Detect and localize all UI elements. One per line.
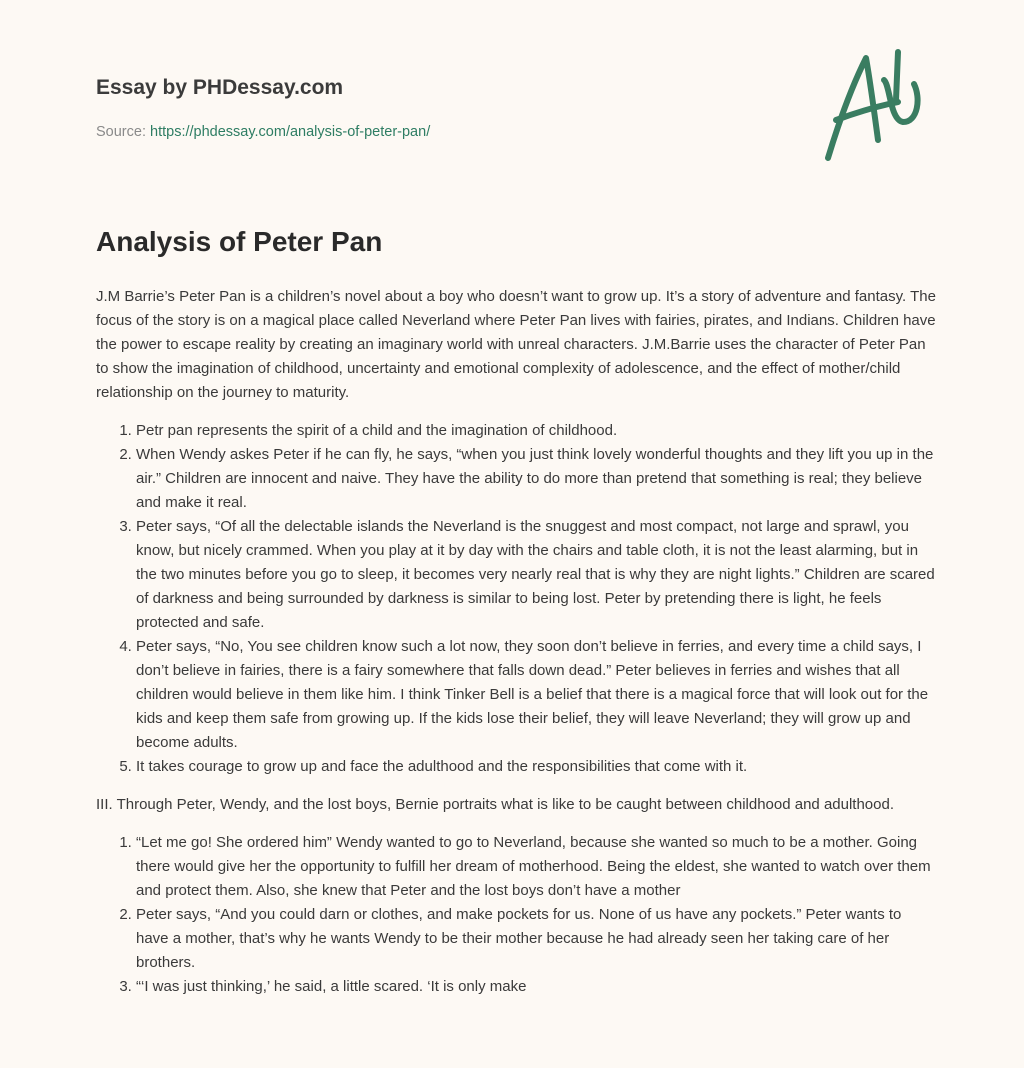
site-brand: Essay by PHDessay.com (96, 76, 344, 99)
points-list-2 (96, 831, 936, 999)
list-item: 4. Peter says, “No, You see children know such a lot now, they soon don’t believe in ferries, and every time a child says, I don’t believe in fairies, there is a fairy somewhere that falls down dead.” Peter believes in ferries and wishes that all children would believe in them like him. I think Tinker Bell is a belief that there is a magical force that will look out for the kids and keep them safe from growing up. If the kids lose their belief, they will leave Neverland; they will grow up and become adults. (136, 635, 936, 755)
list-item: 1. “Let me go! She ordered him” Wendy wanted to go to Neverland, because she wanted so much to be a mother. Going there would give her the opportunity to fulfill her dream of motherhood. Being the eldest, she wanted to watch over them and protect them. Also, she knew that Peter and the lost boys don’t have a mother (136, 831, 936, 903)
a-plus-logo-icon (818, 40, 928, 165)
list-item: 3. Peter says, “Of all the delectable islands the Neverland is the snuggest and most compact, not large and sprawl, you know, but nicely crammed. When you play at it by day with the chairs and table cloth, it is not the least alarming, but in the two minutes before you go to sleep, it becomes very nearly real that is why they are night lights.” Children are scared of darkness and being surrounded by darkness is similar to being lost. Peter by pretending there is light, he feels protected and safe. (136, 515, 936, 635)
list-item: 3. “‘I was just thinking,’ he said, a little scared. ‘It is only make (136, 975, 936, 999)
list-item: 5. It takes courage to grow up and face the adulthood and the responsibilities that come with it. (136, 755, 936, 779)
essay-body (96, 285, 936, 1013)
points-list-1 (96, 419, 936, 779)
list-item: 1. Petr pan represents the spirit of a child and the imagination of childhood. (136, 419, 936, 443)
list-item: 2. When Wendy askes Peter if he can fly, he says, “when you just think lovely wonderful thoughts and they lift you up in the air.” Children are innocent and naive. They have the ability to do more than pretend that something is real; they believe and make it real. (136, 443, 936, 515)
list-item: 2. Peter says, “And you could darn or clothes, and make pockets for us. None of us have any pockets.” Peter wants to have a mother, that’s why he wants Wendy to be their mother because he had already seen her taking care of her brothers. (136, 903, 936, 975)
source-line (96, 124, 430, 140)
source-link[interactable]: https://phdessay.com/analysis-of-peter-pan/ (150, 124, 431, 140)
section-3-paragraph: III. Through Peter, Wendy, and the lost boys, Bernie portraits what is like to be caught between childhood and adulthood. (96, 796, 895, 813)
source-label: Source: (96, 124, 146, 140)
essay-title: Analysis of Peter Pan (96, 226, 383, 257)
intro-paragraph: J.M Barrie’s Peter Pan is a children’s novel about a boy who doesn’t want to grow up. It’s a story of adventure and fantasy. The focus of the story is on a magical place called Neverland where Peter Pan lives with fairies, pirates, and Indians. Children have the power to escape reality by creating an imaginary world with unreal characters. J.M.Barrie uses the character of Peter Pan to show the imagination of childhood, uncertainty and emotional complexity of adolescence, and the effect of mother/child relationship on the journey to maturity. (96, 288, 936, 401)
